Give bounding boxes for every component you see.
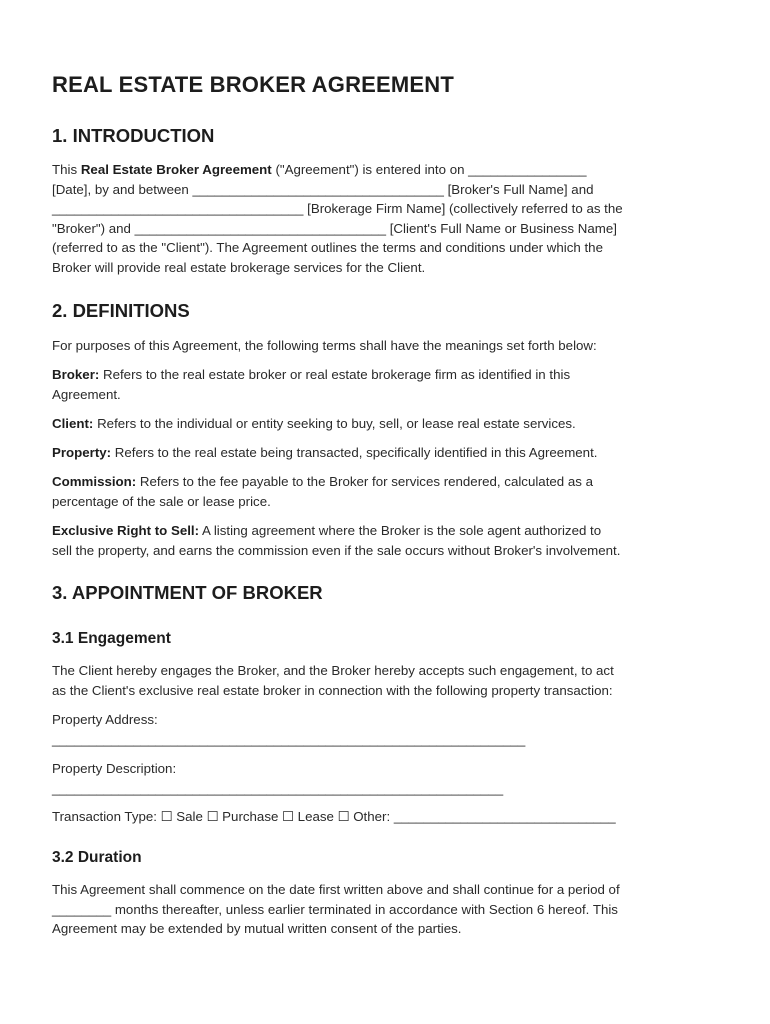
intro-line-4: "Broker") and __________________________________ [Client's Full Name or Business Name] <box>52 220 617 236</box>
intro-line-6: Broker will provide real estate brokerage services for the Client. <box>52 259 426 275</box>
introduction-heading: 1. INTRODUCTION <box>52 125 215 146</box>
property-description-field <box>52 759 722 798</box>
property-address-field <box>52 710 722 749</box>
definition-property: Property: Refers to the real estate being transacted, specifically identified in this Agreement. <box>52 445 598 460</box>
duration-heading: 3.2 Duration <box>52 849 142 866</box>
transaction-type-field: Transaction Type: ☐ Sale ☐ Purchase ☐ Lease ☐ Other: ______________________________ <box>52 809 616 824</box>
definitions-heading: 2. DEFINITIONS <box>52 300 190 321</box>
agreement-name: Real Estate Broker Agreement <box>80 162 272 177</box>
definition-exclusive-right: Exclusive Right to Sell: A listing agreement where the Broker is the sole agent authorized to sell the property, and earns the commission even if the sale occurs without Broker's involvement. <box>52 523 621 558</box>
intro-line-1: This Real Estate Broker Agreement ("Agreement") is entered into on ________________ <box>52 162 587 177</box>
property-description-blank: _____________________________________________________________ <box>52 780 504 796</box>
introduction-paragraph <box>52 160 722 277</box>
intro-line-3: __________________________________ [Brokerage Firm Name] (collectively referred to as the <box>52 201 623 216</box>
property-address-label: Property Address: <box>52 712 158 727</box>
term-property: Property: <box>52 445 112 460</box>
intro-line-2: [Date], by and between __________________________________ [Broker's Full Name] and <box>52 181 594 197</box>
appointment-heading: 3. APPOINTMENT OF BROKER <box>52 582 323 603</box>
term-exclusive-right: Exclusive Right to Sell: <box>52 523 200 538</box>
property-description-label: Property Description: <box>52 761 177 776</box>
definition-client: Client: Refers to the individual or entity seeking to buy, sell, or lease real estate services. <box>52 416 576 431</box>
duration-paragraph: This Agreement shall commence on the date first written above and shall continue for a period of ________ months thereafter, unless earlier terminated in accordance with Section 6 hereof. This Agreement may be extended by mutual written consent of the parties. <box>52 882 620 936</box>
definitions-intro: For purposes of this Agreement, the following terms shall have the meanings set forth below: <box>52 338 597 353</box>
property-address-blank: ________________________________________________________________ <box>52 731 526 747</box>
engagement-heading: 3.1 Engagement <box>52 630 171 647</box>
term-broker: Broker: <box>52 367 100 382</box>
term-client: Client: <box>52 416 94 431</box>
definition-commission: Commission: Refers to the fee payable to the Broker for services rendered, calculated as a percentage of the sale or lease price. <box>52 474 594 509</box>
intro-line-5: (referred to as the "Client"). The Agreement outlines the terms and conditions under which the <box>52 240 603 255</box>
definition-broker: Broker: Refers to the real estate broker or real estate brokerage firm as identified in this Agreement. <box>52 367 571 402</box>
term-commission: Commission: <box>52 474 137 489</box>
engagement-paragraph: The Client hereby engages the Broker, and the Broker hereby accepts such engagement, to act as the Client's exclusive real estate broker in connection with the following property transaction: <box>52 663 614 698</box>
document-title: REAL ESTATE BROKER AGREEMENT <box>52 72 455 97</box>
